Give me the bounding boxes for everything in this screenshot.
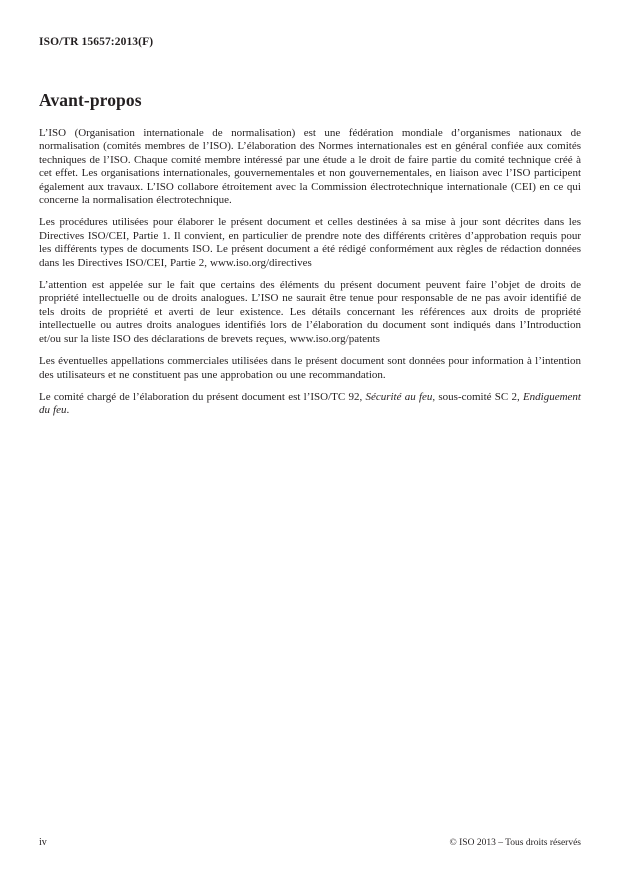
text-segment: , sous-comité SC 2, — [432, 390, 523, 403]
text-segment: Sécurité au feu — [365, 390, 433, 403]
copyright-notice: © ISO 2013 – Tous droits réservés — [449, 838, 581, 848]
paragraph — [39, 279, 581, 346]
paragraph — [39, 391, 581, 418]
paragraph — [39, 216, 581, 270]
text-segment: . — [66, 404, 70, 417]
doc-reference: ISO/TR 15657:2013(F) — [39, 36, 154, 48]
section-title: Avant-propos — [39, 90, 142, 110]
text-segment: Les éventuelles appellations commerciales utilisées dans le présent document sont données pour information à l’intention des utilisateurs et ne constituent pas une approbation ou une recommandation. — [39, 355, 581, 381]
body-text — [39, 127, 581, 418]
document-footer — [39, 837, 581, 848]
paragraph — [39, 355, 581, 382]
paragraph — [39, 127, 581, 207]
text-segment: Les procédures utilisées pour élaborer le présent document et celles destinées à sa mise à jour sont décrites dans les Directives ISO/CEI, Partie 1. Il convient, en particulier de prendre note des différents critères d’approbation requis pour les différents types de documents ISO. Le présent document a été rédigé conformément aux règles de rédaction données dans les Directives ISO/CEI, Partie 2, www.iso.org/directives — [39, 216, 581, 269]
text-segment: L’attention est appelée sur le fait que certains des éléments du présent document peuvent faire l’objet de droits de propriété intellectuelle ou de droits analogues. L’ISO ne saurait être tenue pour responsable de ne pas avoir identifié de tels droits de propriété et averti de leur existence. Les détails concernant les références aux droits de propriété intellectuelle ou autres droits analogues identifiés lors de l’élaboration du document sont indiqués dans l’Introduction et/ou sur la liste ISO des déclarations de brevets reçues, www.iso.org/patents — [39, 279, 581, 345]
document-header — [39, 32, 581, 48]
text-segment: L’ISO (Organisation internationale de normalisation) est une fédération mondiale d’organismes nationaux de normalisation (comités membres de l’ISO). L’élaboration des Normes internationales est en général confiée aux comités techniques de l’ISO. Chaque comité membre intéressé par une étude a le droit de faire partie du comité technique créé à cet effet. Les organisations internationales, gouvernementales et non gouvernementales, en liaison avec l’ISO participent également aux travaux. L’ISO collabore étroitement avec la Commission électrotechnique internationale (CEI) en ce qui concerne la normalisation électrotechnique. — [39, 127, 581, 207]
page-number: iv — [39, 837, 47, 848]
text-segment: Endiguement du feu — [39, 390, 581, 417]
text-segment: Le comité chargé de l’élaboration du présent document est l’ISO/TC 92, — [39, 390, 366, 403]
